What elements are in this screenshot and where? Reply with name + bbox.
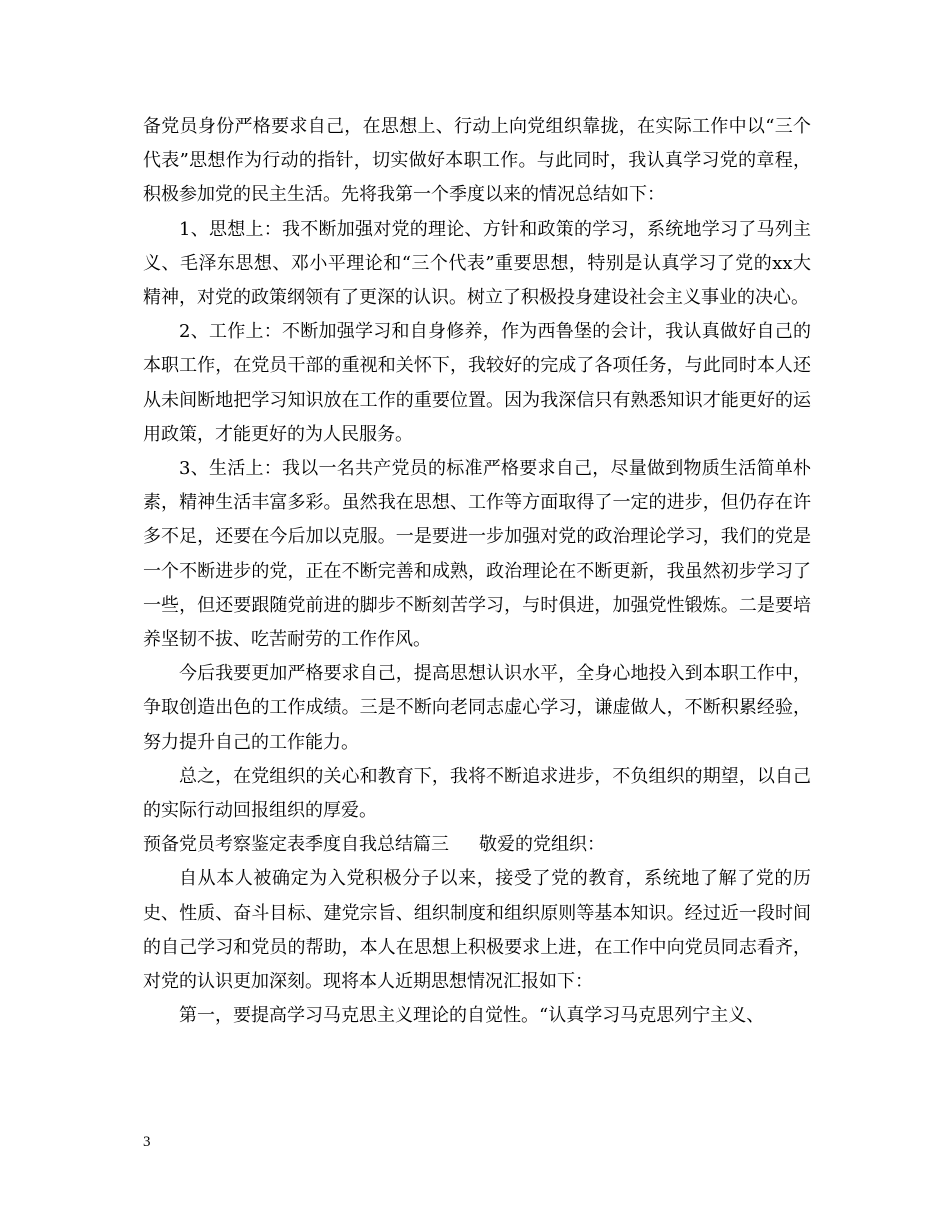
paragraph-work: 2、工作上：不断加强学习和自身修养，作为西鲁堡的会计，我认真做好自己的本职工作，在党员干部的重视和关怀下，我较好的完成了各项任务，与此同时本人还从未间断地把学习知识放在工作的重要位置。因为我深信只有熟悉知识才能更好的运用政策，才能更好的为人民服务。 (143, 321, 811, 445)
paragraph-intro: 自从本人被确定为入党积极分子以来，接受了党的教育，系统地了解了党的历史、性质、奋斗目标、建党宗旨、组织制度和组织原则等基本知识。经过近一段时间的自己学习和党员的帮助，本人在思想上积极要求上进，在工作中向党员同志看齐，对党的认识更加深刻。现将本人近期思想情况汇报如下： (143, 868, 811, 993)
paragraph-first-point: 第一，要提高学习马克思主义理论的自觉性。“认真学习马克思列宁主义、 (179, 1005, 765, 1027)
salutation: 敬爱的党组织： (479, 834, 605, 856)
paragraph-continuation: 备党员身份严格要求自己，在思想上、行动上向党组织靠拢，在实际工作中以“三个代表”思想作为行动的指针，切实做好本职工作。与此同时，我认真学习党的章程，积极参加党的民主生活。先将我第一个季度以来的情况总结如下： (143, 116, 811, 206)
section-heading-line (143, 828, 811, 862)
paragraph-thought: 1、思想上：我不断加强对党的理论、方针和政策的学习，系统地学习了马列主义、毛泽东思想、邓小平理论和“三个代表”重要思想，特别是认真学习了党的xx大精神，对党的政策纲领有了更深的认识。树立了积极投身建设社会主义事业的决心。 (143, 218, 811, 309)
document-body (143, 110, 811, 1033)
page-number: 3 (143, 1134, 151, 1150)
paragraph-future: 今后我要更加严格要求自己，提高思想认识水平，全身心地投入到本职工作中，争取创造出色的工作成绩。三是不断向老同志虚心学习，谦虚做人，不断积累经验，努力提升自己的工作能力。 (143, 663, 811, 753)
section-title: 预备党员考察鉴定表季度自我总结篇三 (143, 834, 449, 856)
paragraph-life: 3、生活上：我以一名共产党员的标准严格要求自己，尽量做到物质生活简单朴素，精神生活丰富多彩。虽然我在思想、工作等方面取得了一定的进步，但仍存在许多不足，还要在今后加以克服。一是要进一步加强对党的政治理论学习，我们的党是一个不断进步的党，正在不断完善和成熟，政治理论在不断更新，我虽然初步学习了一些，但还要跟随党前进的脚步不断刻苦学习，与时俱进，加强党性锻炼。二是要培养坚韧不拔、吃苦耐劳的工作作风。 (143, 458, 811, 651)
paragraph-conclusion: 总之，在党组织的关心和教育下，我将不断追求进步，不负组织的期望，以自己的实际行动回报组织的厚爱。 (143, 765, 811, 822)
